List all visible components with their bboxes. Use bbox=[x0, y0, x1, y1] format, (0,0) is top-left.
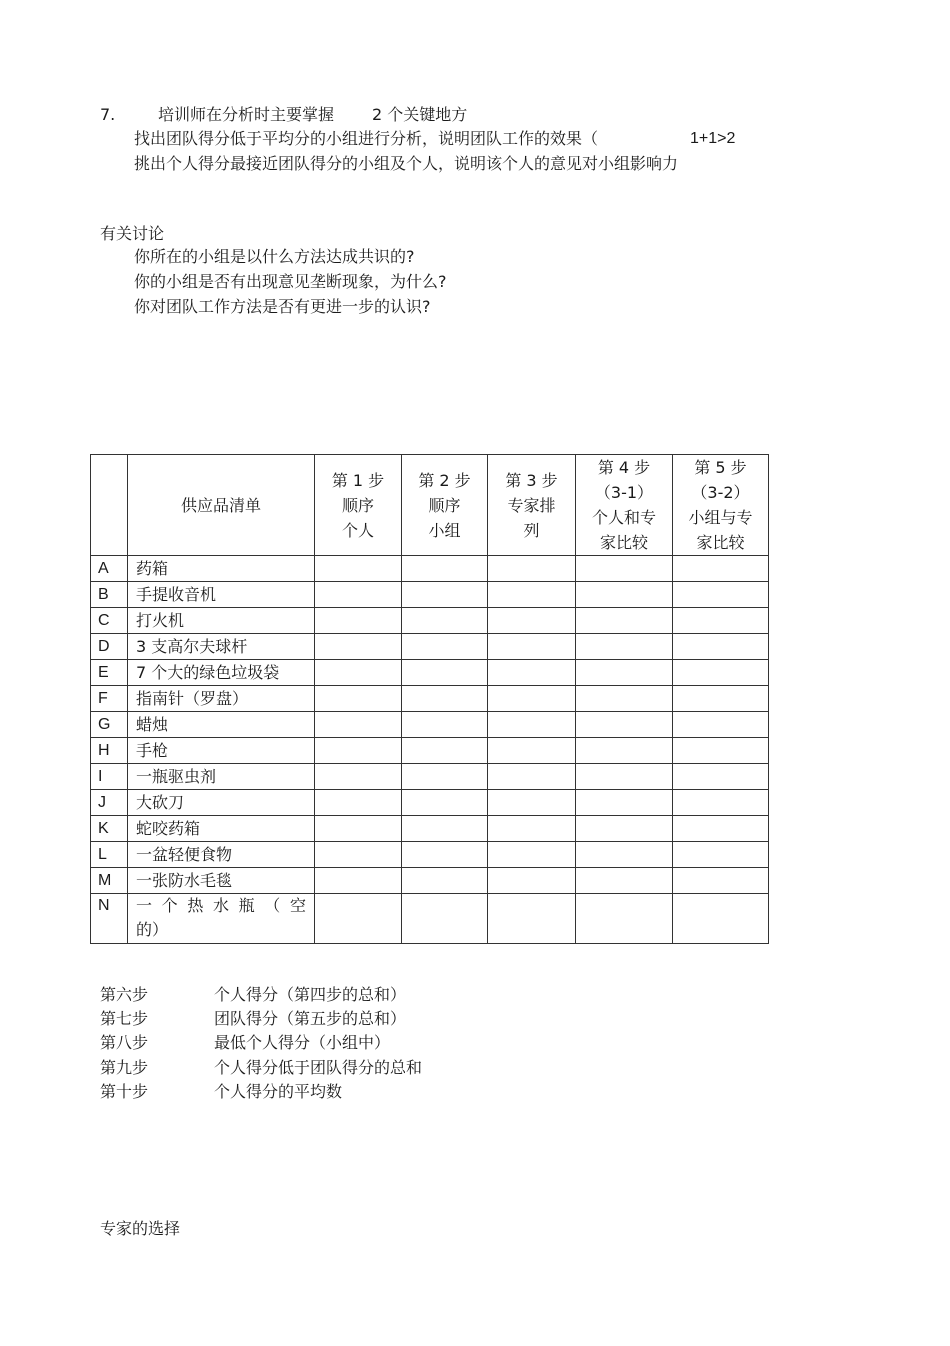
step4-cell[interactable] bbox=[576, 608, 673, 634]
table-row bbox=[91, 634, 769, 660]
step2-cell[interactable] bbox=[402, 868, 488, 894]
step4-cell[interactable] bbox=[576, 686, 673, 712]
step4-cell[interactable] bbox=[576, 738, 673, 764]
step3-cell[interactable] bbox=[488, 816, 576, 842]
step2-cell[interactable] bbox=[402, 582, 488, 608]
step3-cell[interactable] bbox=[488, 660, 576, 686]
step5-cell[interactable] bbox=[673, 660, 769, 686]
row-item: 打火机 bbox=[128, 608, 315, 634]
step-desc: 最低个人得分（小组中） bbox=[214, 1033, 391, 1052]
analysis-point-1: 找出团队得分低于平均分的小组进行分析，说明团队工作的效果（ bbox=[134, 129, 599, 148]
step1-cell[interactable] bbox=[315, 738, 402, 764]
row-item: 一张防水毛毯 bbox=[128, 868, 315, 894]
step1-cell[interactable] bbox=[315, 660, 402, 686]
table-row bbox=[91, 556, 769, 582]
step2-cell[interactable] bbox=[402, 764, 488, 790]
row-letter: B bbox=[91, 582, 128, 608]
row-item: 蜡烛 bbox=[128, 712, 315, 738]
step-desc: 个人得分低于团队得分的总和 bbox=[214, 1058, 423, 1077]
table-row bbox=[91, 712, 769, 738]
step-label: 第八步 bbox=[100, 1033, 149, 1052]
row-letter: C bbox=[91, 608, 128, 634]
row-letter: I bbox=[91, 764, 128, 790]
table-body bbox=[91, 556, 769, 944]
step4-cell[interactable] bbox=[576, 634, 673, 660]
discussion-title: 有关讨论 bbox=[100, 224, 165, 243]
step-label: 第六步 bbox=[100, 985, 149, 1004]
row-letter: J bbox=[91, 790, 128, 816]
step3-cell[interactable] bbox=[488, 556, 576, 582]
step1-cell[interactable] bbox=[315, 868, 402, 894]
section-heading: 培训师在分析时主要掌握 bbox=[158, 105, 335, 124]
step5-cell[interactable] bbox=[673, 790, 769, 816]
step5-cell[interactable] bbox=[673, 608, 769, 634]
table-header-row bbox=[91, 455, 769, 556]
table-row bbox=[91, 816, 769, 842]
row-item: 指南针（罗盘） bbox=[128, 686, 315, 712]
row-item: 手枪 bbox=[128, 738, 315, 764]
step-desc: 团队得分（第五步的总和） bbox=[214, 1009, 407, 1028]
header-step-5: 第 5 步 （3-2） 小组与专 家比较 bbox=[673, 455, 769, 556]
step3-cell[interactable] bbox=[488, 608, 576, 634]
header-step-2: 第 2 步 顺序 小组 bbox=[402, 455, 488, 556]
analysis-point-2: 挑出个人得分最接近团队得分的小组及个人，说明该个人的意见对小组影响力 bbox=[134, 154, 679, 173]
step2-cell[interactable] bbox=[402, 790, 488, 816]
step2-cell[interactable] bbox=[402, 556, 488, 582]
step4-cell[interactable] bbox=[576, 582, 673, 608]
table-row bbox=[91, 686, 769, 712]
step2-cell[interactable] bbox=[402, 894, 488, 944]
row-letter: G bbox=[91, 712, 128, 738]
row-item: 7 个大的绿色垃圾袋 bbox=[128, 660, 315, 686]
step5-cell[interactable] bbox=[673, 842, 769, 868]
row-item: 蛇咬药箱 bbox=[128, 816, 315, 842]
row-item: 一瓶驱虫剂 bbox=[128, 764, 315, 790]
step3-cell[interactable] bbox=[488, 842, 576, 868]
step4-cell[interactable] bbox=[576, 894, 673, 944]
step-label: 第十步 bbox=[100, 1082, 149, 1101]
step5-cell[interactable] bbox=[673, 582, 769, 608]
step5-cell[interactable] bbox=[673, 868, 769, 894]
table-row bbox=[91, 582, 769, 608]
step5-cell[interactable] bbox=[673, 738, 769, 764]
step4-cell[interactable] bbox=[576, 816, 673, 842]
section-heading-count: 2 个关键地方 bbox=[372, 105, 468, 124]
supply-ranking-table bbox=[90, 454, 769, 944]
step3-cell[interactable] bbox=[488, 712, 576, 738]
row-letter: L bbox=[91, 842, 128, 868]
row-letter: D bbox=[91, 634, 128, 660]
step4-cell[interactable] bbox=[576, 556, 673, 582]
step2-cell[interactable] bbox=[402, 686, 488, 712]
step3-cell[interactable] bbox=[488, 868, 576, 894]
step4-cell[interactable] bbox=[576, 842, 673, 868]
analysis-point-1-formula: 1+1>2 bbox=[690, 130, 736, 147]
step1-cell[interactable] bbox=[315, 608, 402, 634]
header-step-3: 第 3 步 专家排 列 bbox=[488, 455, 576, 556]
discussion-question: 你对团队工作方法是否有更进一步的认识? bbox=[134, 297, 431, 316]
step3-cell[interactable] bbox=[488, 790, 576, 816]
step1-cell[interactable] bbox=[315, 816, 402, 842]
step-label: 第七步 bbox=[100, 1009, 149, 1028]
step2-cell[interactable] bbox=[402, 816, 488, 842]
step4-cell[interactable] bbox=[576, 868, 673, 894]
step2-cell[interactable] bbox=[402, 842, 488, 868]
row-letter: E bbox=[91, 660, 128, 686]
step1-cell[interactable] bbox=[315, 842, 402, 868]
row-item: 一盆轻便食物 bbox=[128, 842, 315, 868]
row-item-line-1: 一 个 热 水 瓶 （ 空 bbox=[136, 896, 306, 915]
table-row bbox=[91, 608, 769, 634]
header-letter-cell bbox=[91, 455, 128, 556]
discussion-question: 你所在的小组是以什么方法达成共识的? bbox=[134, 247, 415, 266]
step3-cell[interactable] bbox=[488, 582, 576, 608]
step3-cell[interactable] bbox=[488, 894, 576, 944]
table-row bbox=[91, 842, 769, 868]
step2-cell[interactable] bbox=[402, 712, 488, 738]
row-item: 3 支高尔夫球杆 bbox=[128, 634, 315, 660]
step4-cell[interactable] bbox=[576, 712, 673, 738]
step5-cell[interactable] bbox=[673, 712, 769, 738]
step2-cell[interactable] bbox=[402, 738, 488, 764]
section-number: 7. bbox=[100, 105, 116, 124]
step-desc: 个人得分的平均数 bbox=[214, 1082, 343, 1101]
table-row bbox=[91, 868, 769, 894]
step1-cell[interactable] bbox=[315, 556, 402, 582]
step1-cell[interactable] bbox=[315, 764, 402, 790]
discussion-question: 你的小组是否有出现意见垄断现象，为什么? bbox=[134, 272, 447, 291]
row-letter: M bbox=[91, 868, 128, 894]
step2-cell[interactable] bbox=[402, 660, 488, 686]
step1-cell[interactable] bbox=[315, 582, 402, 608]
table-row bbox=[91, 764, 769, 790]
step3-cell[interactable] bbox=[488, 634, 576, 660]
expert-choice-heading: 专家的选择 bbox=[100, 1219, 181, 1238]
step3-cell[interactable] bbox=[488, 764, 576, 790]
step4-cell[interactable] bbox=[576, 660, 673, 686]
step1-cell[interactable] bbox=[315, 894, 402, 944]
header-step-4: 第 4 步 （3-1） 个人和专 家比较 bbox=[576, 455, 673, 556]
table-row bbox=[91, 660, 769, 686]
row-letter: A bbox=[91, 556, 128, 582]
row-letter: F bbox=[91, 686, 128, 712]
table-row bbox=[91, 790, 769, 816]
row-item: 药箱 bbox=[128, 556, 315, 582]
step1-cell[interactable] bbox=[315, 686, 402, 712]
table-row bbox=[91, 738, 769, 764]
header-step-1: 第 1 步 顺序 个人 bbox=[315, 455, 402, 556]
step3-cell[interactable] bbox=[488, 738, 576, 764]
step4-cell[interactable] bbox=[576, 764, 673, 790]
step4-cell[interactable] bbox=[576, 790, 673, 816]
row-item-line-2: 的） bbox=[136, 920, 169, 939]
row-letter: K bbox=[91, 816, 128, 842]
row-letter: N bbox=[91, 894, 128, 944]
step5-cell[interactable] bbox=[673, 686, 769, 712]
step-label: 第九步 bbox=[100, 1058, 149, 1077]
step1-cell[interactable] bbox=[315, 712, 402, 738]
step1-cell[interactable] bbox=[315, 634, 402, 660]
step1-cell[interactable] bbox=[315, 790, 402, 816]
step5-cell[interactable] bbox=[673, 816, 769, 842]
row-item: 手提收音机 bbox=[128, 582, 315, 608]
step3-cell[interactable] bbox=[488, 686, 576, 712]
row-item: 大砍刀 bbox=[128, 790, 315, 816]
step5-cell[interactable] bbox=[673, 634, 769, 660]
step2-cell[interactable] bbox=[402, 634, 488, 660]
step-desc: 个人得分（第四步的总和） bbox=[214, 985, 407, 1004]
table-row bbox=[91, 894, 769, 944]
step5-cell[interactable] bbox=[673, 894, 769, 944]
row-letter: H bbox=[91, 738, 128, 764]
step5-cell[interactable] bbox=[673, 556, 769, 582]
step2-cell[interactable] bbox=[402, 608, 488, 634]
header-item: 供应品清单 bbox=[128, 455, 315, 556]
row-item bbox=[128, 894, 315, 944]
step5-cell[interactable] bbox=[673, 764, 769, 790]
